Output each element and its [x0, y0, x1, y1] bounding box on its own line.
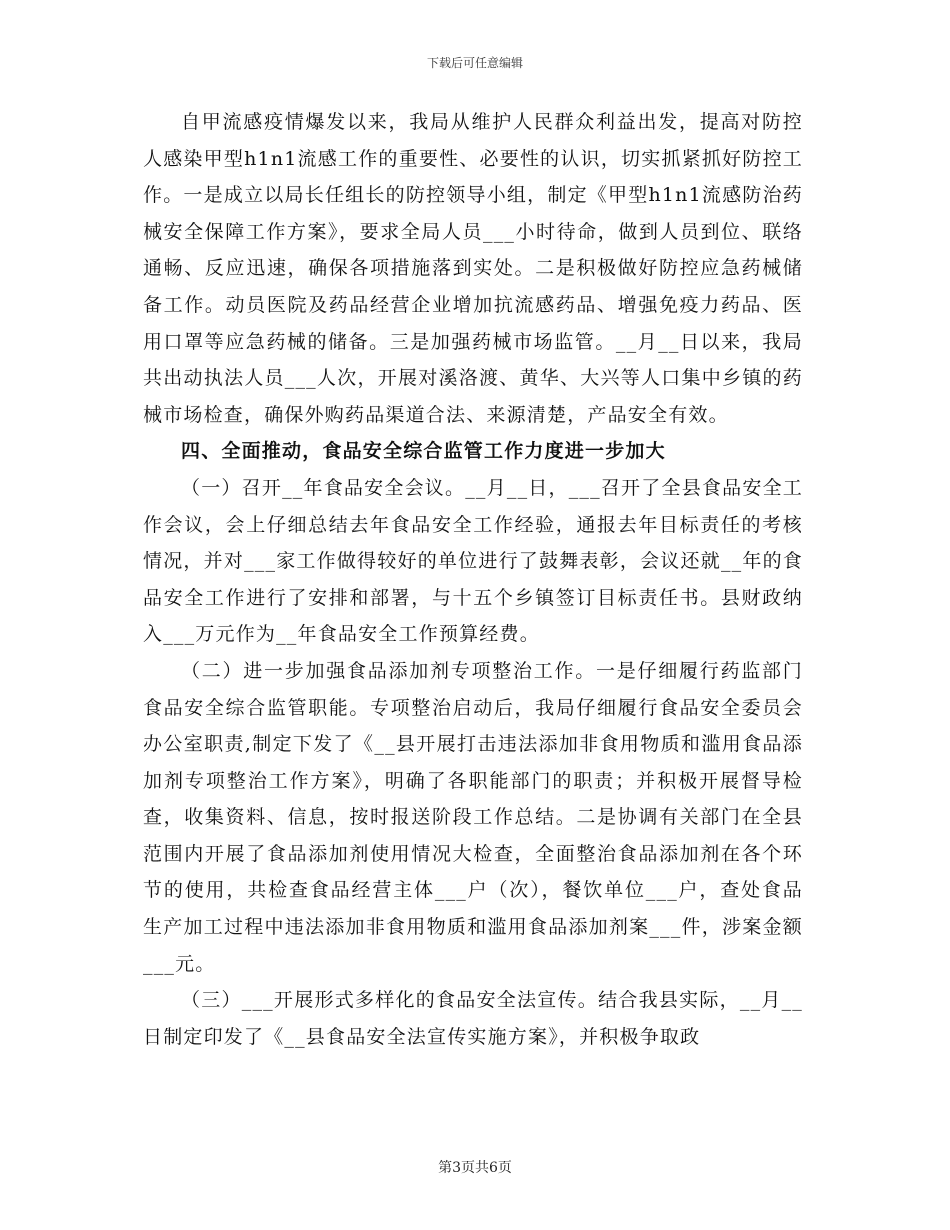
- paragraph-law-publicity: （三）___开展形式多样化的食品安全法宣传。结合我县实际，__月__日制定印发了《__县食品安全法宣传实施方案》，并积极争取政: [143, 989, 803, 1048]
- paragraph-food-safety-meeting: （一）召开__年食品安全会议。__月__日，___召开了全县食品安全工作会议，会上仔细总结去年食品安全工作经验，通报去年目标责任的考核情况，并对___家工作做得较好的单位进行了鼓舞表彰，会议还就__年的食品安全工作进行了安排和部署，与十五个乡镇签订目标责任书。县财政纳入___万元作为__年食品安全工作预算经费。: [143, 476, 803, 646]
- paragraph-flu-prevention: 自甲流感疫情爆发以来，我局从维护人民群众利益出发，提高对防控人感染甲型h1n1流感工作的重要性、必要性的认识，切实抓紧抓好防控工作。一是成立以局长任组长的防控领导小组，制定《甲型h1n1流感防治药械安全保障工作方案》，要求全局人员___小时待命，做到人员到位、联络通畅、反应迅速，确保各项措施落到实处。二是积极做好防控应急药械储备工作。动员医院及药品经营企业增加抗流感药品、增强免疫力药品、医用口罩等应急药械的储备。三是加强药械市场监管。__月__日以来，我局共出动执法人员___人次，开展对溪洛渡、黄华、大兴等人口集中乡镇的药械市场检查，确保外购药品渠道合法、来源清楚，产品安全有效。: [143, 111, 803, 426]
- page-header-note: 下载后可任意编辑: [426, 56, 523, 70]
- page-number-footer: 第3页共6页: [438, 1160, 512, 1176]
- document-body: [143, 104, 803, 1055]
- paragraph-additive-rectification: （二）进一步加强食品添加剂专项整治工作。一是仔细履行药监部门食品安全综合监管职能。专项整治启动后，我局仔细履行食品安全委员会办公室职责,制定下发了《__县开展打击违法添加非食用物质和滥用食品添加剂专项整治工作方案》，明确了各职能部门的职责；并积极开展督导检查，收集资料、信息，按时报送阶段工作总结。二是协调有关部门在全县范围内开展了食品添加剂使用情况大检查，全面整治食品添加剂在各个环节的使用，共检查食品经营主体___户（次），餐饮单位___户，查处食品生产加工过程中违法添加非食用物质和滥用食品添加剂案___件，涉案金额___元。: [143, 659, 803, 975]
- section-heading-four: 四、全面推动，食品安全综合监管工作力度进一步加大: [181, 440, 666, 463]
